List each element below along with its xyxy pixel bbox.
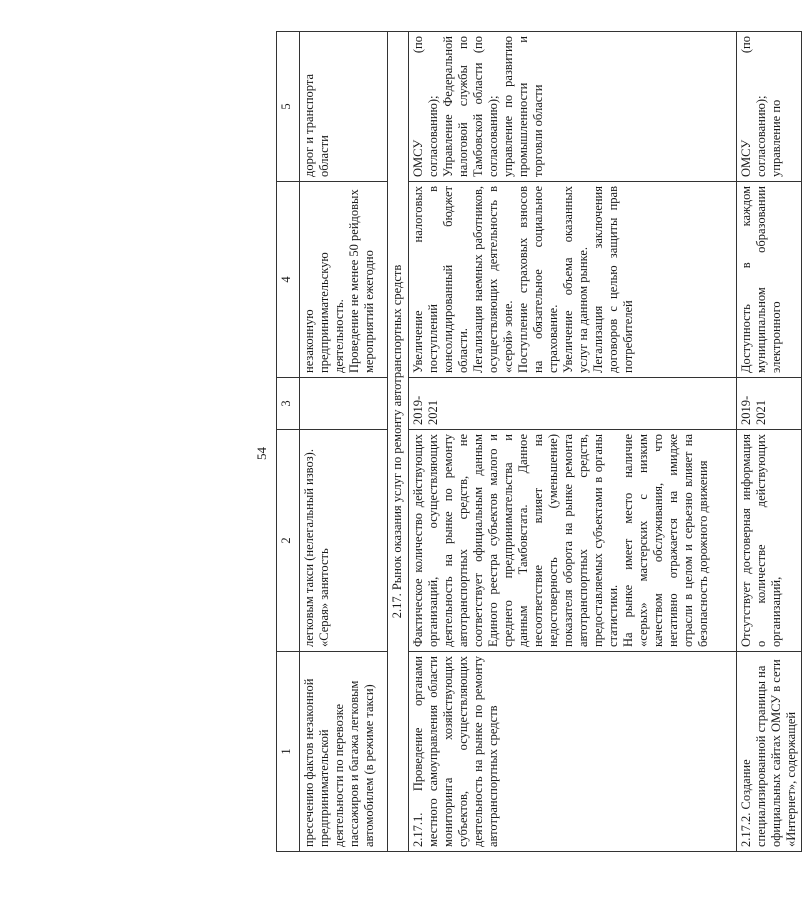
responsible-cell: ОМСУ (по согласованию); управление по — [737, 32, 802, 182]
result-cell — [300, 182, 388, 378]
problem-cell — [409, 430, 737, 652]
period-cell: 2019-2021 — [409, 378, 737, 430]
responsible-cell: ОМСУ (по согласованию); Управление Федеральной налоговой службы по Тамбовской области (по согласованию); управление по развитию промышленности и торговли области — [409, 32, 737, 182]
result-cell — [409, 182, 737, 378]
problem-text: На рынке имеет место наличие «серых» мастерских с низким качеством обслуживания, что негативно отражается на имидже отрасли в целом и серьезно влияет на безопасность дорожного движения — [621, 434, 710, 647]
result-text: Поступление страховых взносов на обязательное социальное страхование. — [516, 186, 560, 373]
result-text: Увеличение объема оказанных услуг на данном рынке. — [561, 186, 590, 373]
result-text: незаконную предпринимательскую деятельность. — [302, 252, 346, 373]
header-cell: 1 — [277, 652, 300, 852]
header-cell: 5 — [277, 32, 300, 182]
period-cell — [300, 378, 388, 430]
header-cell: 3 — [277, 378, 300, 430]
header-cell: 2 — [277, 430, 300, 652]
result-cell: Доступность в каждом муниципальном образовании электронного — [737, 182, 802, 378]
problem-cell: Отсутствует достоверная информация о количестве действующих организаций, — [737, 430, 802, 652]
section-heading-row — [388, 32, 409, 852]
problem-text: «Серая» занятость — [317, 548, 331, 647]
problem-text: легковым такси (нелегальный извоз). — [302, 449, 316, 647]
table-header-row — [277, 32, 300, 852]
measure-cell: пресечению фактов незаконной предпринимательской деятельности по перевозке пассажиров и багажа легковым автомобилем (в режиме такси) — [300, 652, 388, 852]
result-text: Легализация наемных работников, осуществляющих деятельность в «серой» зоне. — [471, 186, 515, 373]
responsible-cell: дорог и транспорта области — [300, 32, 388, 182]
period-cell: 2019-2021 — [737, 378, 802, 430]
result-text: Легализация заключения договоров с целью защиты прав потребителей — [591, 186, 635, 373]
table-row — [737, 32, 802, 852]
rotated-landscape-content — [0, 20, 798, 880]
result-text: Увеличение налоговых поступлений в консолидированный бюджет области. — [411, 186, 470, 373]
page-number: 54 — [254, 447, 269, 460]
table-row — [409, 32, 737, 852]
result-text: Проведение не менее 50 рейдовых мероприятий ежегодно — [347, 189, 376, 373]
measures-table — [276, 31, 802, 852]
table-row-continued — [300, 32, 388, 852]
header-cell: 4 — [277, 182, 300, 378]
measure-cell: 2.17.2. Создание специализированной страницы на официальных сайтах ОМСУ в сети «Интернет», содержащей — [737, 652, 802, 852]
measure-cell: 2.17.1. Проведение органами местного самоуправления области мониторинга хозяйствующих субъектов, осуществляющих деятельность на рынке по ремонту автотранспортных средств — [409, 652, 737, 852]
problem-text: Фактическое количество действующих организаций, осуществляющих деятельность на рынке по ремонту автотранспортных средств, не соответствует официальным данным Единого реестра субъектов малого и среднего предпринимательства и данным Тамбовстата. Данное несоответствие влияет на недостоверность (уменьшение) показателя оборота на рынке ремонта автотранспортных средств, предоставляемых субъектами в органы статистики. — [411, 434, 620, 647]
section-title: 2.17. Рынок оказания услуг по ремонту автотранспортных средств — [388, 32, 409, 852]
problem-cell — [300, 430, 388, 652]
